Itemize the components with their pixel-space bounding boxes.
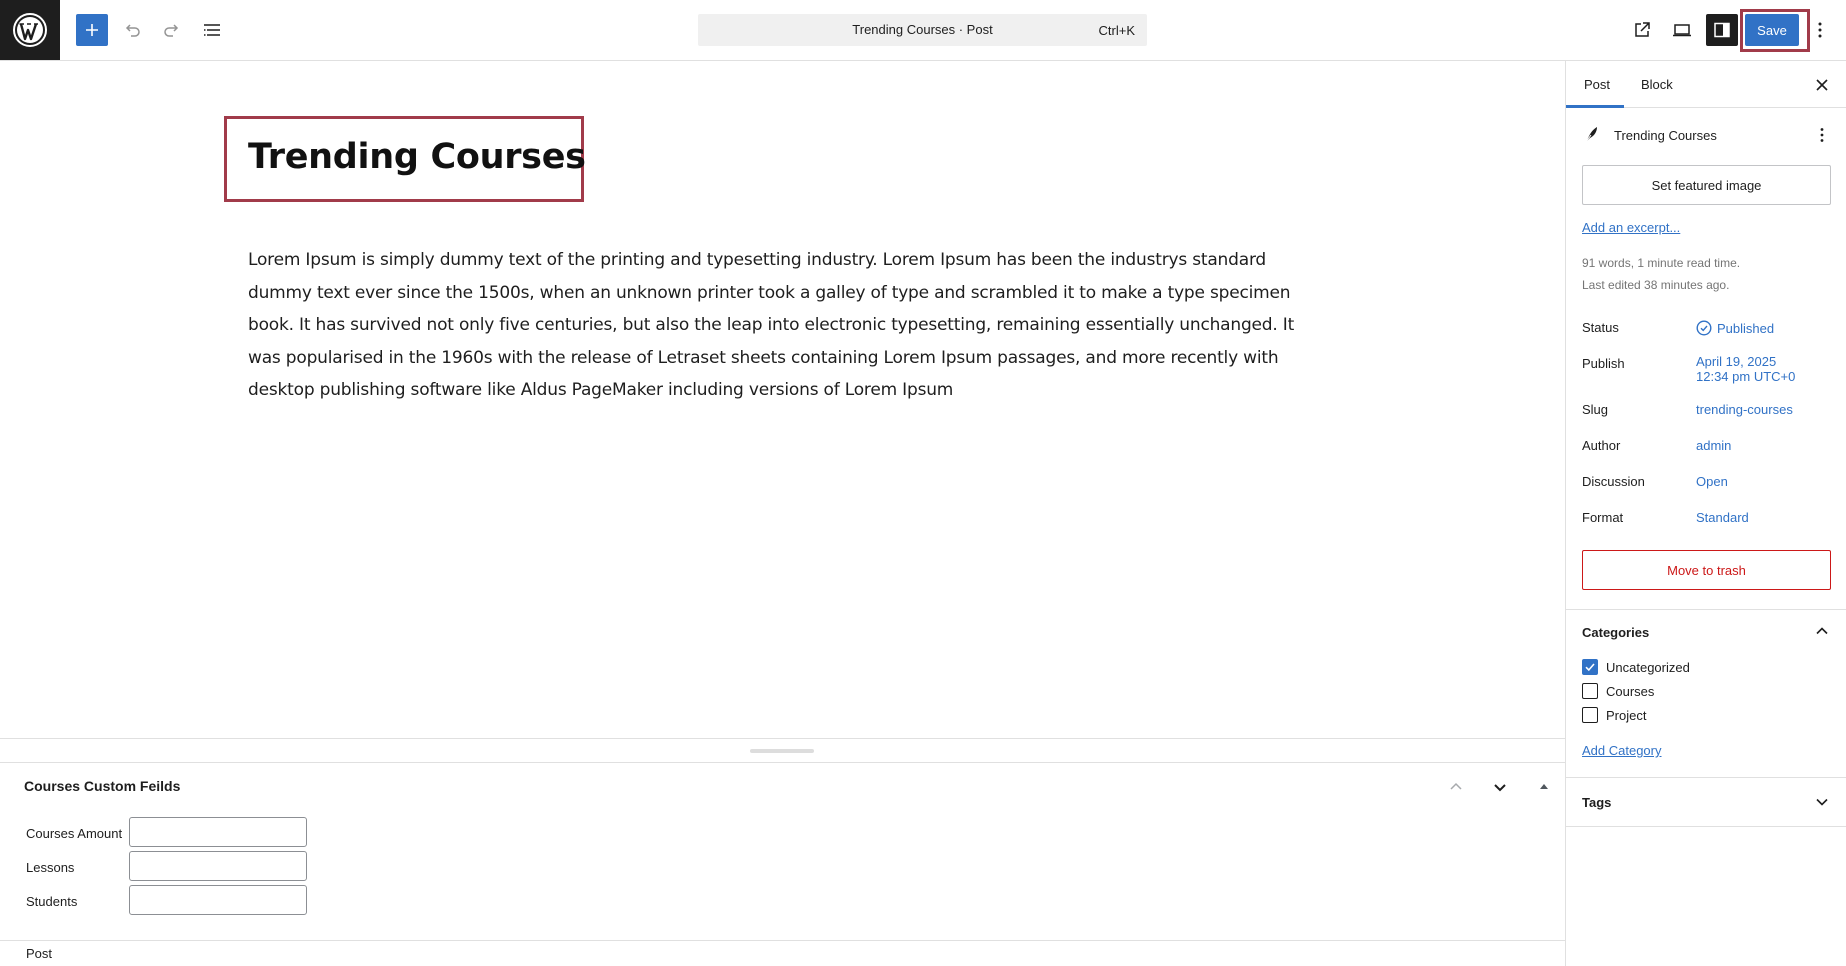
external-link-icon [1632,20,1652,40]
settings-sidebar-toggle[interactable] [1706,14,1738,46]
close-icon [1815,78,1829,92]
preview-button[interactable] [1666,14,1698,46]
tab-post[interactable]: Post [1584,77,1611,92]
editor-canvas[interactable] [0,61,1565,738]
sidebar-tabs [1566,61,1846,108]
field-label: Lessons [26,860,75,875]
save-button[interactable]: Save [1745,14,1799,46]
slug-label: Slug [1582,402,1609,417]
checkbox-checked[interactable] [1582,659,1598,675]
students-input[interactable] [129,885,307,915]
field-row-lessons [26,851,326,883]
category-project[interactable] [1582,706,1646,724]
divider [1566,777,1846,778]
move-down-button[interactable] [1486,773,1514,801]
post-icon [1582,124,1602,144]
status-text: Published [1717,321,1775,336]
list-view-icon [202,20,222,40]
breadcrumb[interactable]: Post [26,946,53,961]
status-value[interactable] [1696,320,1774,336]
move-to-trash-button[interactable]: Move to trash [1582,550,1831,590]
sidebar-icon [1712,20,1732,40]
publish-time: 12:34 pm UTC+0 [1696,369,1796,384]
custom-fields-metabox [0,763,1565,941]
chevron-down-icon [1492,779,1508,795]
paragraph-block[interactable]: Lorem Ipsum is simply dummy text of the printing and typesetting industry. Lorem Ipsum has been the industrys standard dummy text ever since the 1500s, when an unknown printer took a galley of type and scrambled it to make a type specimen book. It has survived not only five centuries, but also the leap into electronic typesetting, remaining essentially unchanged. It was popularised in the 1960s with the release of Letraset sheets containing Lorem Ipsum passages, and more recently with desktop publishing software like Aldus PageMaker including versions of Lorem Ipsum [248,250,1295,401]
set-featured-image-button[interactable]: Set featured image [1582,165,1831,205]
move-up-button[interactable] [1442,773,1470,801]
publish-label: Publish [1582,356,1625,371]
chevron-down-icon [1815,795,1829,809]
checkbox[interactable] [1582,683,1598,699]
courses-amount-input[interactable] [129,817,307,847]
add-excerpt-link[interactable]: Add an excerpt... [1582,220,1681,235]
divider [1566,826,1846,827]
toggle-panel-button[interactable] [1530,773,1558,801]
field-label: Students [26,894,78,909]
author-value[interactable]: admin [1696,438,1732,453]
chevron-up-icon [1815,624,1829,638]
tags-panel-title[interactable]: Tags [1582,795,1612,810]
post-actions-button[interactable] [1812,124,1832,146]
settings-sidebar [1565,61,1846,966]
add-block-button[interactable] [76,14,108,46]
command-palette-button[interactable] [698,14,1147,46]
divider [1566,609,1846,610]
format-value[interactable]: Standard [1696,510,1749,525]
field-row-students [26,885,326,917]
last-edited: Last edited 38 minutes ago. [1582,278,1730,292]
active-tab-indicator [1566,105,1624,108]
chevron-up-icon [1448,779,1464,795]
published-check-icon [1696,320,1712,336]
redo-button[interactable] [156,14,188,46]
category-label: Courses [1606,683,1655,699]
publish-date-button[interactable] [1696,354,1795,384]
format-label: Format [1582,510,1624,525]
more-vertical-icon [1817,21,1823,39]
tab-block[interactable]: Block [1641,77,1673,92]
status-label: Status [1582,320,1619,335]
close-sidebar-button[interactable] [1809,72,1835,98]
author-label: Author [1582,438,1621,453]
metabox-title: Courses Custom Feilds [24,778,181,794]
resize-handle[interactable] [750,749,814,753]
lessons-input[interactable] [129,851,307,881]
plus-icon [83,21,101,39]
field-label: Courses Amount [26,826,123,841]
category-uncategorized[interactable] [1582,658,1690,676]
discussion-value[interactable]: Open [1696,474,1728,489]
categories-collapse-button[interactable] [1810,619,1834,643]
metabox-resize-bar [0,738,1565,763]
post-card-title: Trending Courses [1614,128,1717,143]
keyboard-shortcut-hint: Ctrl+K [1098,23,1135,38]
post-title[interactable]: Trending Courses [248,137,586,177]
category-label: Project [1606,707,1647,723]
categories-panel-title[interactable]: Categories [1582,625,1650,640]
wordpress-logo-icon[interactable] [0,0,60,60]
word-count: 91 words, 1 minute read time. [1582,256,1741,270]
editor-footer [0,941,1565,966]
document-overview-button[interactable] [196,14,228,46]
undo-button[interactable] [116,14,148,46]
publish-date: April 19, 2025 [1696,354,1777,369]
redo-icon [162,20,182,40]
undo-icon [122,20,142,40]
check-icon [1584,661,1596,673]
desktop-icon [1671,20,1693,40]
options-menu-button[interactable] [1806,14,1834,46]
checkbox[interactable] [1582,707,1598,723]
view-post-button[interactable] [1626,14,1658,46]
category-courses[interactable] [1582,682,1654,700]
discussion-label: Discussion [1582,474,1645,489]
document-title: Trending Courses · Post [852,22,993,37]
field-row-courses-amount [26,817,326,849]
add-category-link[interactable]: Add Category [1582,743,1662,758]
editor-header [0,0,1846,61]
tags-expand-button[interactable] [1810,790,1834,814]
slug-value[interactable]: trending-courses [1696,402,1793,417]
triangle-up-icon [1538,781,1550,793]
category-label: Uncategorized [1606,659,1690,675]
more-vertical-icon [1819,127,1825,143]
